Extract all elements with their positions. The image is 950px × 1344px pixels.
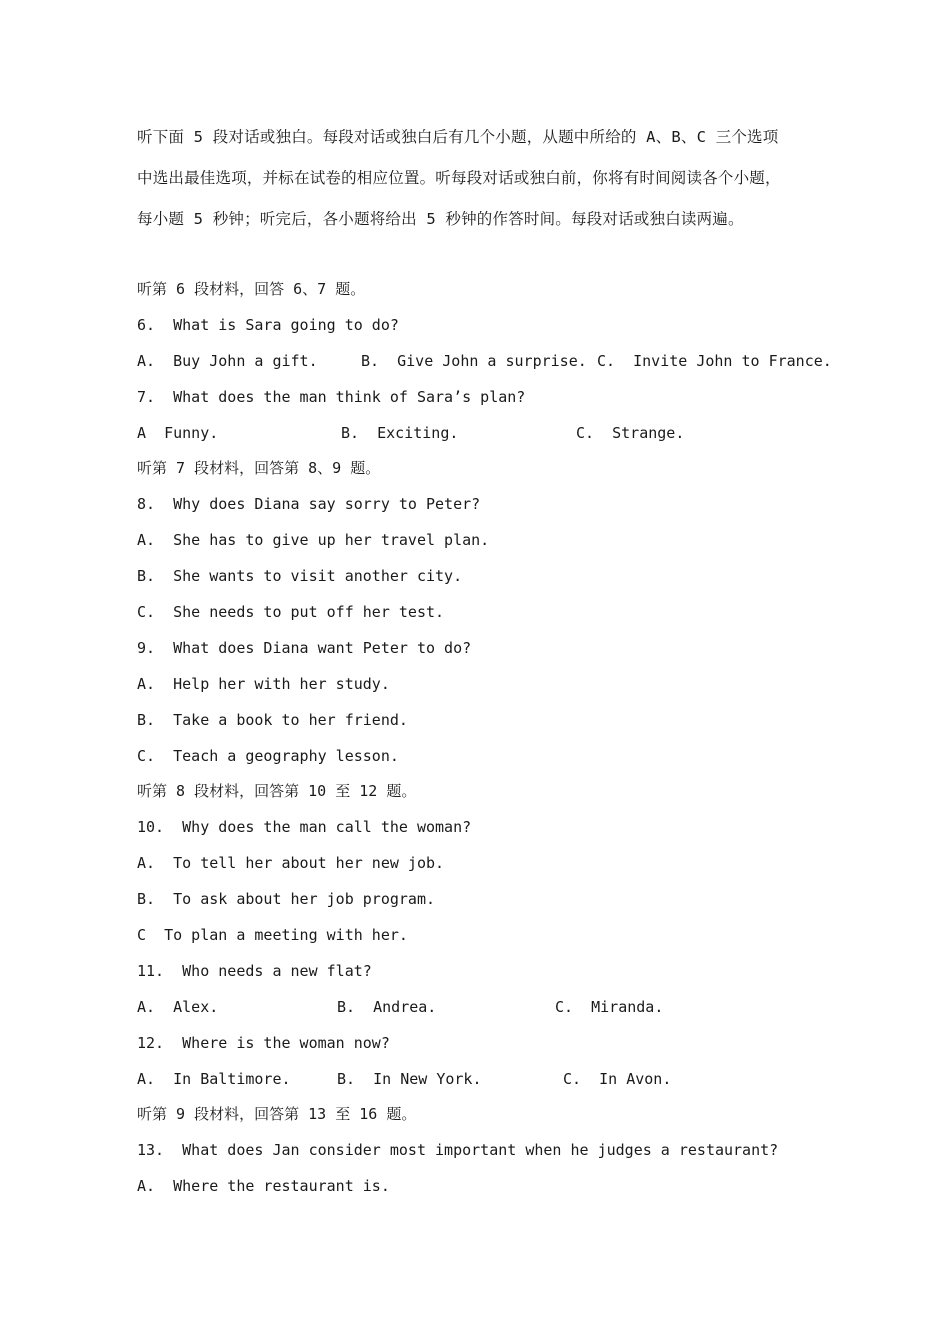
- option-9b: B. Take a book to her friend.: [137, 710, 408, 729]
- question-10: 10. Why does the man call the woman?: [137, 818, 472, 837]
- question-8: 8. Why does Diana say sorry to Peter?: [137, 495, 481, 514]
- option-10c: C To plan a meeting with her.: [137, 926, 408, 945]
- option-7c: C. Strange.: [576, 423, 685, 442]
- question-9: 9. What does Diana want Peter to do?: [137, 638, 472, 657]
- option-7b: B. Exciting.: [341, 423, 459, 442]
- question-7-options: [137, 422, 837, 458]
- option-6b: B. Give John a surprise.: [361, 351, 587, 370]
- instruction-line: 每小题 5 秒钟；听完后，各小题将给出 5 秒钟的作答时间。每段对话或独白读两遍。: [137, 210, 744, 228]
- section-heading-8: 听第 8 段材料，回答第 10 至 12 题。: [137, 782, 417, 801]
- question-11-options: [137, 996, 837, 1032]
- section-heading-7: 听第 7 段材料，回答第 8、9 题。: [137, 459, 381, 478]
- option-9c: C. Teach a geography lesson.: [137, 746, 399, 765]
- option-12c: C. In Avon.: [563, 1069, 672, 1088]
- option-7a: A Funny.: [137, 423, 219, 442]
- option-11c: C. Miranda.: [555, 997, 664, 1016]
- question-6: 6. What is Sara going to do?: [137, 315, 399, 334]
- question-6-options: [137, 350, 837, 386]
- option-6a: A. Buy John a gift.: [137, 351, 318, 370]
- section-heading-9: 听第 9 段材料，回答第 13 至 16 题。: [137, 1105, 417, 1124]
- option-8b: B. She wants to visit another city.: [137, 567, 463, 586]
- instruction-line: 中选出最佳选项，并标在试卷的相应位置。听每段对话或独白前，你将有时间阅读各个小题，: [137, 169, 781, 187]
- option-11a: A. Alex.: [137, 997, 219, 1016]
- question-7: 7. What does the man think of Sara’s plan?: [137, 387, 526, 406]
- option-8c: C. She needs to put off her test.: [137, 603, 445, 622]
- section-heading-6: 听第 6 段材料，回答 6、7 题。: [137, 280, 366, 298]
- option-12b: B. In New York.: [337, 1069, 482, 1088]
- question-12: 12. Where is the woman now?: [137, 1033, 390, 1052]
- question-11: 11. Who needs a new flat?: [137, 961, 372, 980]
- option-11b: B. Andrea.: [337, 997, 437, 1016]
- option-13a: A. Where the restaurant is.: [137, 1177, 390, 1196]
- instruction-line: 听下面 5 段对话或独白。每段对话或独白后有几个小题，从题中所给的 A、B、C 三个选项: [137, 128, 779, 146]
- question-13: 13. What does Jan consider most important when he judges a restaurant?: [137, 1141, 779, 1160]
- option-10a: A. To tell her about her new job.: [137, 854, 445, 873]
- option-6c: C. Invite John to France.: [597, 351, 832, 370]
- questions: [137, 278, 837, 1211]
- option-8a: A. She has to give up her travel plan.: [137, 531, 490, 550]
- instructions: [137, 124, 827, 247]
- option-9a: A. Help her with her study.: [137, 674, 390, 693]
- option-10b: B. To ask about her job program.: [137, 890, 436, 909]
- question-12-options: [137, 1068, 837, 1104]
- option-12a: A. In Baltimore.: [137, 1069, 291, 1088]
